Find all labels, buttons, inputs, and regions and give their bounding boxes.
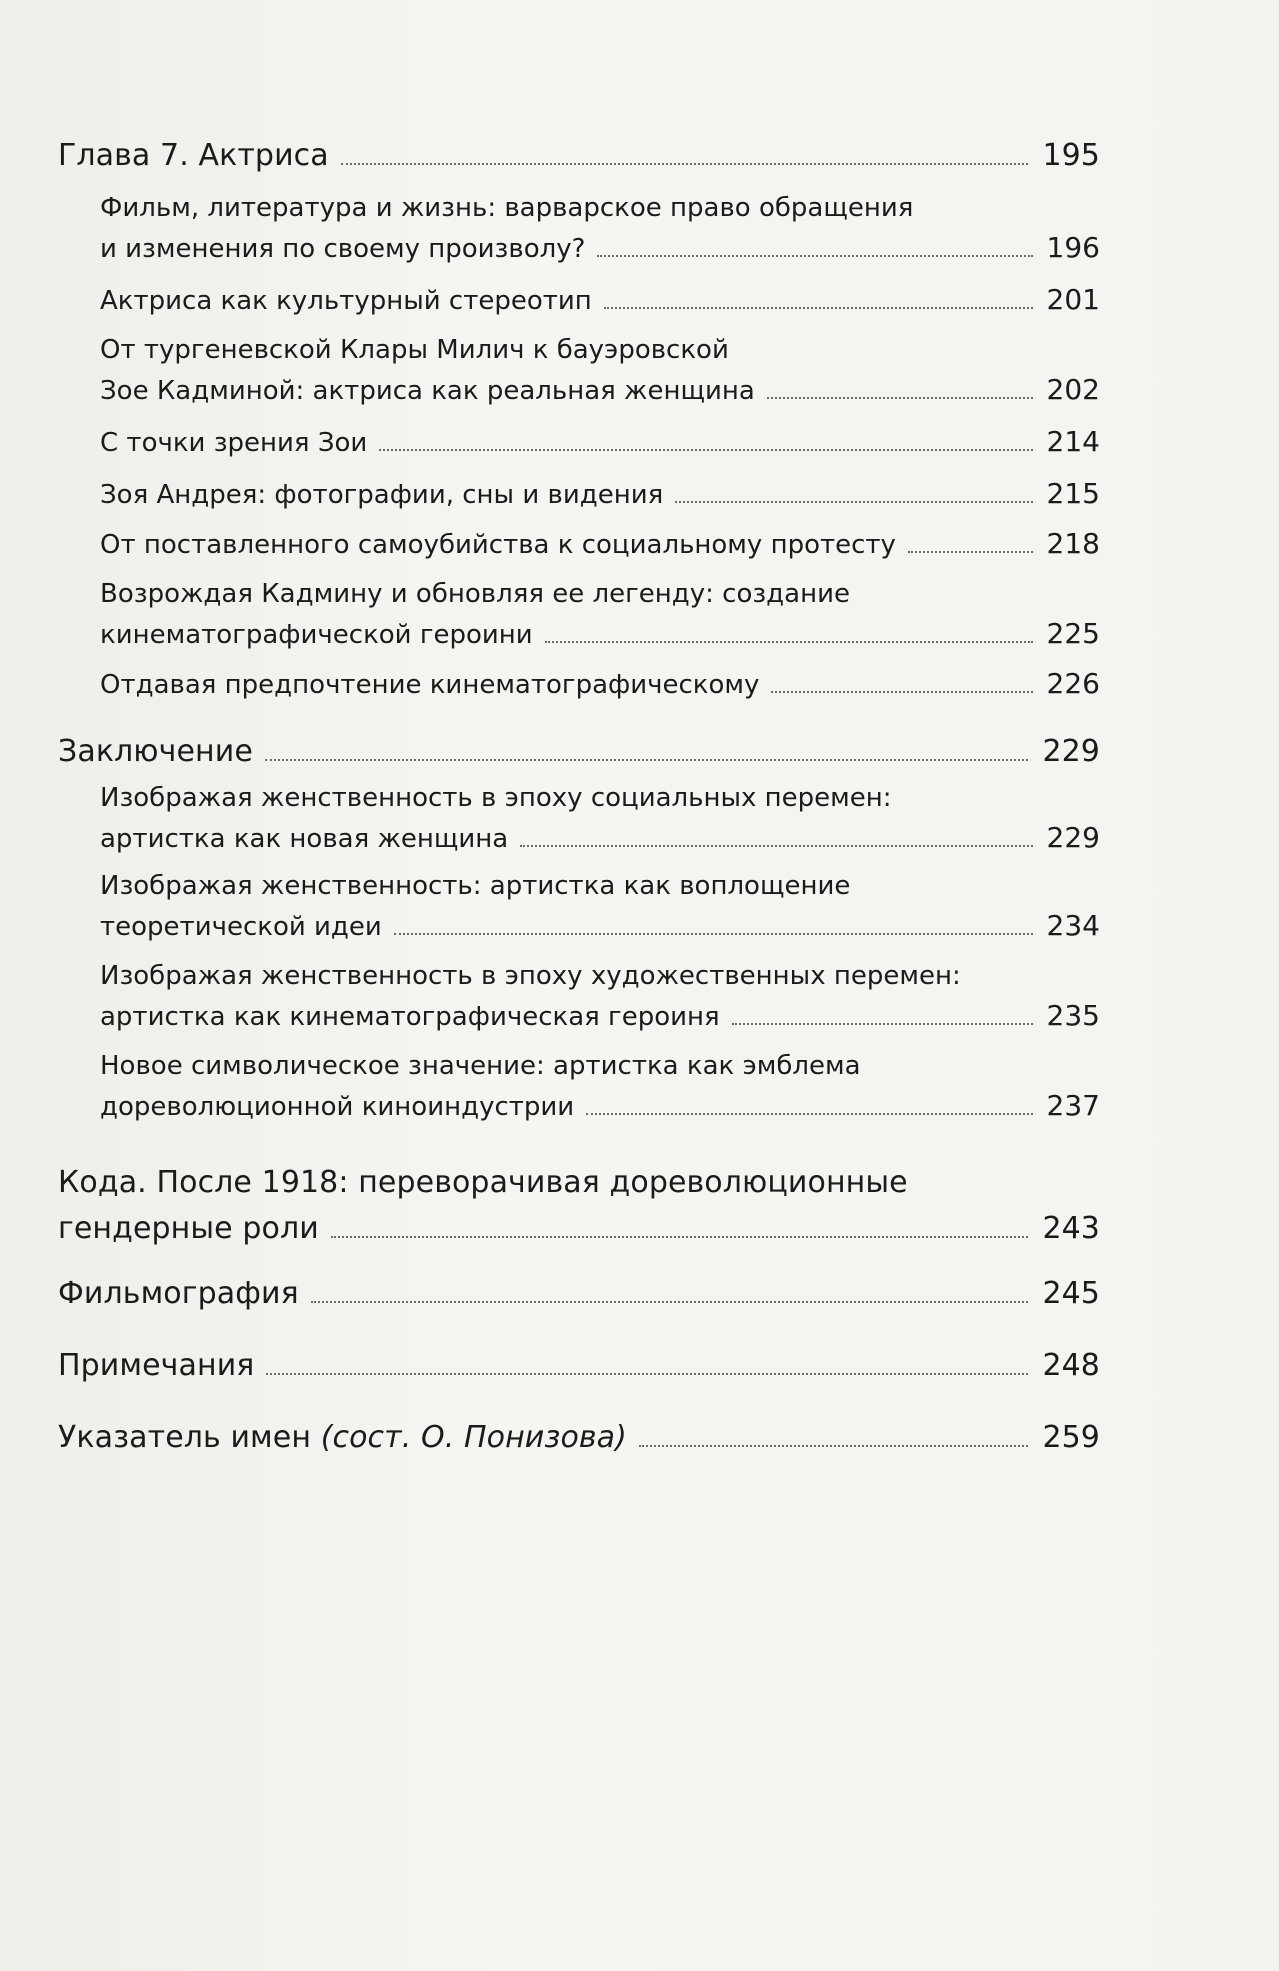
toc-entry-conclusion [58, 734, 1100, 769]
toc-subentry [58, 866, 1100, 947]
dot-leader [908, 551, 1033, 553]
section-title-line: Изображая женственность в эпоху социальных перемен: [100, 783, 892, 813]
chapter-title: Глава 7. Актриса [58, 138, 329, 173]
toc-subentry [58, 330, 1100, 411]
section-title-line: Фильм, литература и жизнь: варварское право обращения [100, 193, 914, 223]
chapter-title [58, 1420, 627, 1455]
toc-subentry [58, 574, 1100, 655]
page-number: 226 [1046, 667, 1100, 700]
dot-leader [311, 1301, 1029, 1303]
page-number: 243 [1042, 1211, 1100, 1246]
dot-leader [639, 1445, 1028, 1447]
dot-leader [545, 641, 1033, 643]
page-number: 229 [1042, 734, 1100, 769]
section-title-line: Зоя Андрея: фотографии, сны и видения [100, 480, 664, 510]
section-title-line: От поставленного самоубийства к социальному протесту [100, 530, 896, 560]
dot-leader [586, 1113, 1032, 1115]
page-number: 229 [1046, 821, 1100, 854]
page-number: 234 [1046, 909, 1100, 942]
toc-subentry [58, 524, 1100, 565]
page-number: 195 [1042, 138, 1100, 173]
page-number: 259 [1042, 1420, 1100, 1455]
section-title-line: артистка как новая женщина [100, 824, 509, 854]
chapter-title-line: гендерные роли [58, 1211, 319, 1246]
page-number: 202 [1046, 373, 1100, 406]
toc-entry-filmography [58, 1276, 1100, 1311]
section-title-line: Изображая женственность в эпоху художественных перемен: [100, 961, 961, 991]
page-number: 248 [1042, 1348, 1100, 1383]
page-number: 214 [1046, 425, 1100, 458]
section-title-line: дореволюционной киноиндустрии [100, 1092, 575, 1122]
section-title-line: Изображая женственность: артистка как воплощение [100, 871, 851, 901]
page-number: 237 [1046, 1089, 1100, 1122]
chapter-title-line: Кода. После 1918: переворачивая дореволюционные [58, 1165, 908, 1200]
page-number: 218 [1046, 527, 1100, 560]
dot-leader [341, 163, 1029, 165]
dot-leader [379, 449, 1032, 451]
dot-leader [331, 1236, 1029, 1238]
section-title-line: и изменения по своему произволу? [100, 234, 586, 264]
dot-leader [732, 1023, 1033, 1025]
toc-subentry [58, 422, 1100, 463]
dot-leader [604, 307, 1033, 309]
section-title-line: теоретической идеи [100, 912, 382, 942]
chapter-title: Фильмография [58, 1276, 299, 1311]
toc-subentry [58, 664, 1100, 705]
toc-subentry [58, 188, 1100, 269]
toc-entry-notes [58, 1348, 1100, 1383]
dot-leader [266, 1373, 1028, 1375]
page-number: 215 [1046, 477, 1100, 510]
section-title-line: Возрождая Кадмину и обновляя ее легенду: создание [100, 579, 850, 609]
page-number: 201 [1046, 283, 1100, 316]
section-title-line: артистка как кинематографическая героиня [100, 1002, 720, 1032]
toc-subentry [58, 474, 1100, 515]
section-title-line: Актриса как культурный стереотип [100, 286, 592, 316]
dot-leader [767, 397, 1033, 399]
section-title-line: Отдавая предпочтение кинематографическому [100, 670, 760, 700]
toc-subentry [58, 280, 1100, 321]
dot-leader [675, 501, 1032, 503]
index-title: Указатель имен [58, 1420, 312, 1455]
toc-subentry [58, 1046, 1100, 1127]
toc-entry-index [58, 1420, 1100, 1455]
page-number: 245 [1042, 1276, 1100, 1311]
toc-entry-coda [58, 1160, 1100, 1252]
toc-entry-chapter-7 [58, 138, 1100, 173]
chapter-title: Примечания [58, 1348, 255, 1383]
toc-subentry [58, 778, 1100, 859]
section-title-line: От тургеневской Клары Милич к бауэровской [100, 335, 729, 365]
dot-leader [597, 255, 1032, 257]
toc-subentry [58, 956, 1100, 1037]
section-title-line: С точки зрения Зои [100, 428, 368, 458]
dot-leader [520, 845, 1032, 847]
chapter-title: Заключение [58, 734, 253, 769]
index-compiler: (сост. О. Понизова) [320, 1420, 627, 1455]
section-title-line: Новое символическое значение: артистка как эмблема [100, 1051, 861, 1081]
page-number: 235 [1046, 999, 1100, 1032]
page-number: 196 [1046, 231, 1100, 264]
dot-leader [265, 759, 1029, 761]
section-title-line: кинематографической героини [100, 620, 533, 650]
dot-leader [394, 933, 1033, 935]
page-number: 225 [1046, 617, 1100, 650]
section-title-line: Зое Кадминой: актриса как реальная женщина [100, 376, 755, 406]
dot-leader [771, 691, 1032, 693]
